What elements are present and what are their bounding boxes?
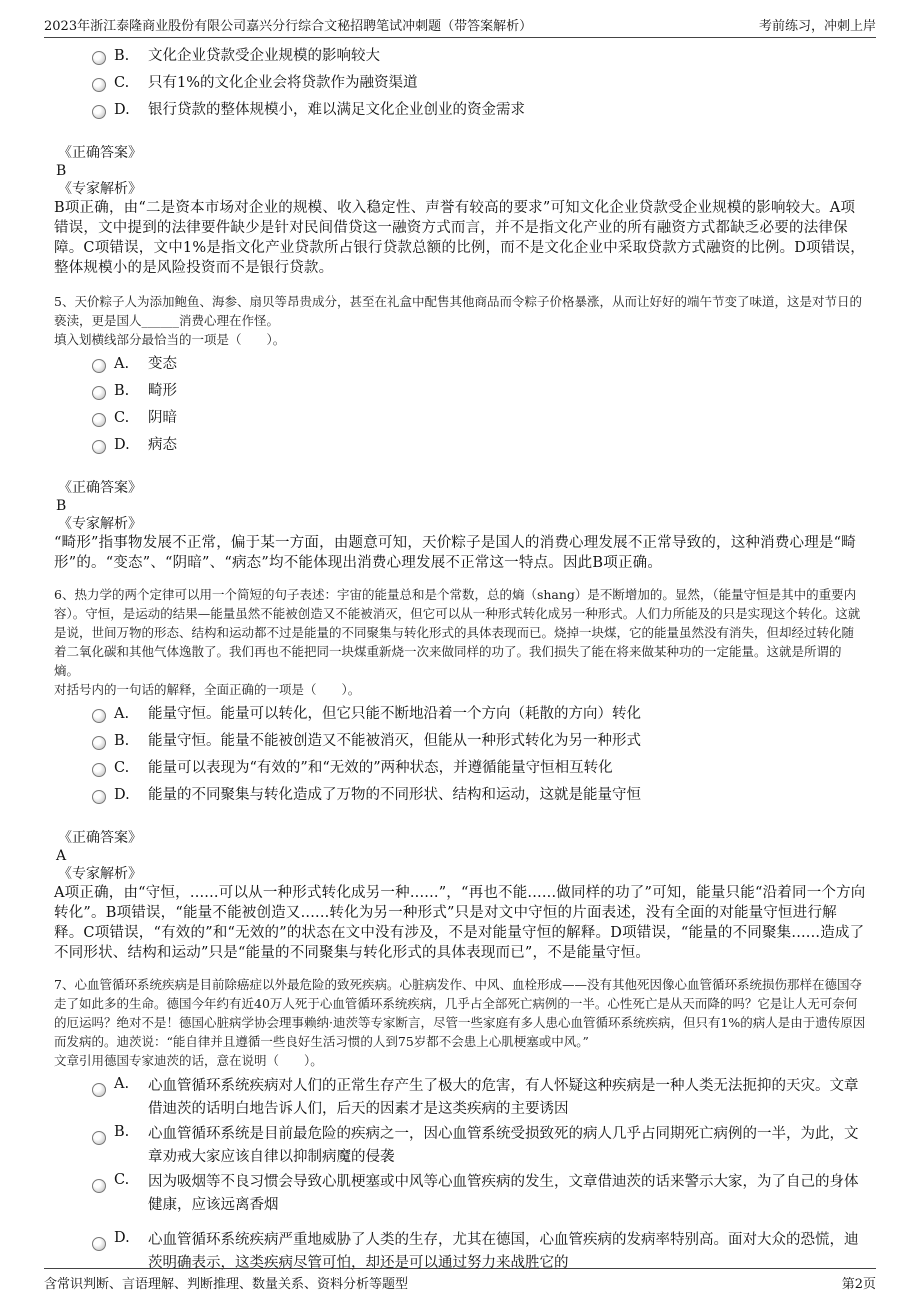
footer-text: 含常识判断、言语理解、判断推理、数量关系、资料分析等题型 — [44, 1277, 409, 1292]
question-6-prompt: 对括号内的一句话的解释，全面正确的一项是（ ）。 — [54, 682, 361, 697]
radio-icon[interactable] — [92, 736, 106, 750]
answer-value: B — [56, 163, 67, 179]
question-7-stem: 7、心血管循环系统疾病是目前除癌症以外最危险的致死疾病。心脏病发作、中风、血栓形成——没有其他死因像心血管循环系统损伤那样在德国夺走了如此多的生命。德国今年约有近40万人死于心血管循环系统疾病，几乎占全部死亡病例的一半。心性死亡是从天而降的吗？它是让人无可奈何的厄运吗？绝对不是！德国心脏病学协会理事赖纳·迪茨等专家断言，尽管一些家庭有多人患心血管循环系统疾病，但只有1%的病人是由于遗传原因而发病的。迪茨说：“能自律并且遵循一些良好生活习惯的人到75岁都不会患上心肌梗塞或中风。” — [54, 977, 866, 1049]
header-slogan: 考前练习，冲刺上岸 — [758, 19, 876, 34]
analysis-text: A项正确，由“守恒，......可以从一种形式转化成另一种......”，“再也不能......做同样的功了”可知，能量只能“沿着同一个方向转化”。B项错误，“能量不能被创造又......转化为另一种形式”只是对文中守恒的片面表述，没有全面的对能量守恒进行解释。C项错误，“有效的”和“无效的”的状态在文中没有涉及，不是对能量守恒的解释。D项错误，“能量的不同聚集......造成了不同形状、结构和运动”只是“能量的不同聚集与转化形式的具体表现而已”，不是能量守恒。 — [54, 885, 866, 961]
analysis-label: 《专家解析》 — [58, 181, 142, 197]
page-number: 第2页 — [841, 1277, 876, 1292]
radio-icon[interactable] — [92, 440, 106, 454]
analysis-label: 《专家解析》 — [58, 866, 142, 882]
radio-icon[interactable] — [92, 1179, 106, 1193]
radio-icon[interactable] — [92, 1083, 106, 1097]
answer-label: 《正确答案》 — [58, 145, 142, 161]
question-5-prompt: 填入划横线部分最恰当的一项是（ ）。 — [54, 332, 286, 347]
analysis-text: B项正确，由“二是资本市场对企业的规模、收入稳定性、声誉有较高的要求”可知文化企业贷款受企业规模的影响较大。A项错误，文中提到的法律要件缺少是针对民间借贷这一融资方式而言，并不是指文化产业的所有融资方式都缺乏必要的法律保障。C项错误，文中1%是指文化产业贷款所占银行贷款总额的比例，而不是文化企业中采取贷款方式融资的比例。D项错误，整体规模小的是风险投资而不是银行贷款。 — [54, 200, 865, 276]
answer-label: 《正确答案》 — [58, 480, 142, 496]
option-c[interactable]: C. 能量可以表现为“有效的”和“无效的”两种状态，并遵循能量守恒相互转化 — [92, 755, 866, 782]
option-d[interactable]: D. 银行贷款的整体规模小，难以满足文化企业创业的资金需求 — [92, 97, 866, 124]
page-header — [44, 10, 876, 38]
radio-icon[interactable] — [92, 386, 106, 400]
page-content — [54, 40, 866, 1275]
analysis-label: 《专家解析》 — [58, 516, 142, 532]
radio-icon[interactable] — [92, 359, 106, 373]
option-b[interactable]: B. 文化企业贷款受企业规模的影响较大 — [92, 43, 866, 70]
question-6-options — [54, 701, 866, 809]
option-c[interactable]: C. 只有1%的文化企业会将贷款作为融资渠道 — [92, 70, 866, 97]
radio-icon[interactable] — [92, 413, 106, 427]
option-c[interactable]: C. 阴暗 — [92, 405, 866, 432]
document-title: 2023年浙江泰隆商业股份有限公司嘉兴分行综合文秘招聘笔试冲刺题（带答案解析） — [44, 19, 533, 34]
answer-value: A — [56, 848, 67, 864]
question-5-stem: 5、天价粽子人为添加鲍鱼、海参、扇贝等昂贵成分，甚至在礼盒中配售其他商品而令粽子价格暴涨，从而让好好的端午节变了味道，这是对节日的亵渎，更是国人______消费心理在作怪。 — [54, 294, 862, 328]
radio-icon[interactable] — [92, 709, 106, 723]
radio-icon[interactable] — [92, 78, 106, 92]
answer-value: B — [56, 498, 67, 514]
question-7-options — [54, 1073, 866, 1275]
analysis-text: “畸形”指事物发展不正常，偏于某一方面，由题意可知，天价粽子是国人的消费心理发展不正常导致的，这种消费心理是“畸形”的。“变态”、“阴暗”、“病态”均不能体现出消费心理发展不正常这一特点。因此B项正确。 — [54, 535, 856, 571]
option-c[interactable]: C. 因为吸烟等不良习惯会导致心肌梗塞或中风等心血管疾病的发生，文章借迪茨的话来警示大家，为了自己的身体健康，应该远离香烟 — [92, 1169, 866, 1217]
radio-icon[interactable] — [92, 1237, 106, 1251]
option-a[interactable]: A. 心血管循环系统疾病对人们的正常生存产生了极大的危害，有人怀疑这种疾病是一种人类无法扼抑的天灾。文章借迪茨的话明白地告诉人们，后天的因素才是这类疾病的主要诱因 — [92, 1073, 866, 1121]
option-b[interactable]: B. 能量守恒。能量不能被创造又不能被消灭，但能从一种形式转化为另一种形式 — [92, 728, 866, 755]
answer-label: 《正确答案》 — [58, 830, 142, 846]
option-b[interactable]: B. 心血管循环系统是目前最危险的疾病之一，因心血管系统受损致死的病人几乎占同期死亡病例的一半，为此，文章劝戒大家应该自律以抑制病魔的侵袭 — [92, 1121, 866, 1169]
option-d[interactable]: D. 能量的不同聚集与转化造成了万物的不同形状、结构和运动，这就是能量守恒 — [92, 782, 866, 809]
radio-icon[interactable] — [92, 105, 106, 119]
question-7-prompt: 文章引用德国专家迪茨的话，意在说明（ ）。 — [54, 1053, 323, 1068]
radio-icon[interactable] — [92, 763, 106, 777]
question-4-options — [54, 43, 866, 124]
question-6-stem: 6、热力学的两个定律可以用一个简短的句子表述：宇宙的能量总和是个常数，总的熵（shang）是不断增加的。显然，（能量守恒是其中的重要内容）。守恒，是运动的结果—能量虽然不能被创造又不能被消灭，但它可以从一种形式转化成另一种形式。人们力所能及的只是实现这个转化。这就是说，世间万物的形态、结构和运动都不过是能量的不同聚集与转化形式的具体表现而已。烧掉一块煤，它的能量虽然没有消失，但却经过转化随着二氧化碳和其他气体逸散了。我们再也不能把同一块煤重新烧一次来做同样的功了。我们损失了能在将来做某种功的一定能量。这就是所谓的熵。 — [54, 587, 861, 678]
question-5-options — [54, 351, 866, 459]
radio-icon[interactable] — [92, 1131, 106, 1145]
option-a[interactable]: A. 变态 — [92, 351, 866, 378]
option-a[interactable]: A. 能量守恒。能量可以转化，但它只能不断地沿着一个方向（耗散的方向）转化 — [92, 701, 866, 728]
option-d[interactable]: D. 心血管循环系统疾病严重地威胁了人类的生存，尤其在德国，心血管疾病的发病率特别高。面对大众的恐慌，迪茨明确表示，这类疾病尽管可怕，却还是可以通过努力来战胜它的 — [92, 1227, 866, 1275]
option-d[interactable]: D. 病态 — [92, 432, 866, 459]
option-b[interactable]: B. 畸形 — [92, 378, 866, 405]
page-footer — [44, 1268, 876, 1295]
radio-icon[interactable] — [92, 51, 106, 65]
radio-icon[interactable] — [92, 790, 106, 804]
